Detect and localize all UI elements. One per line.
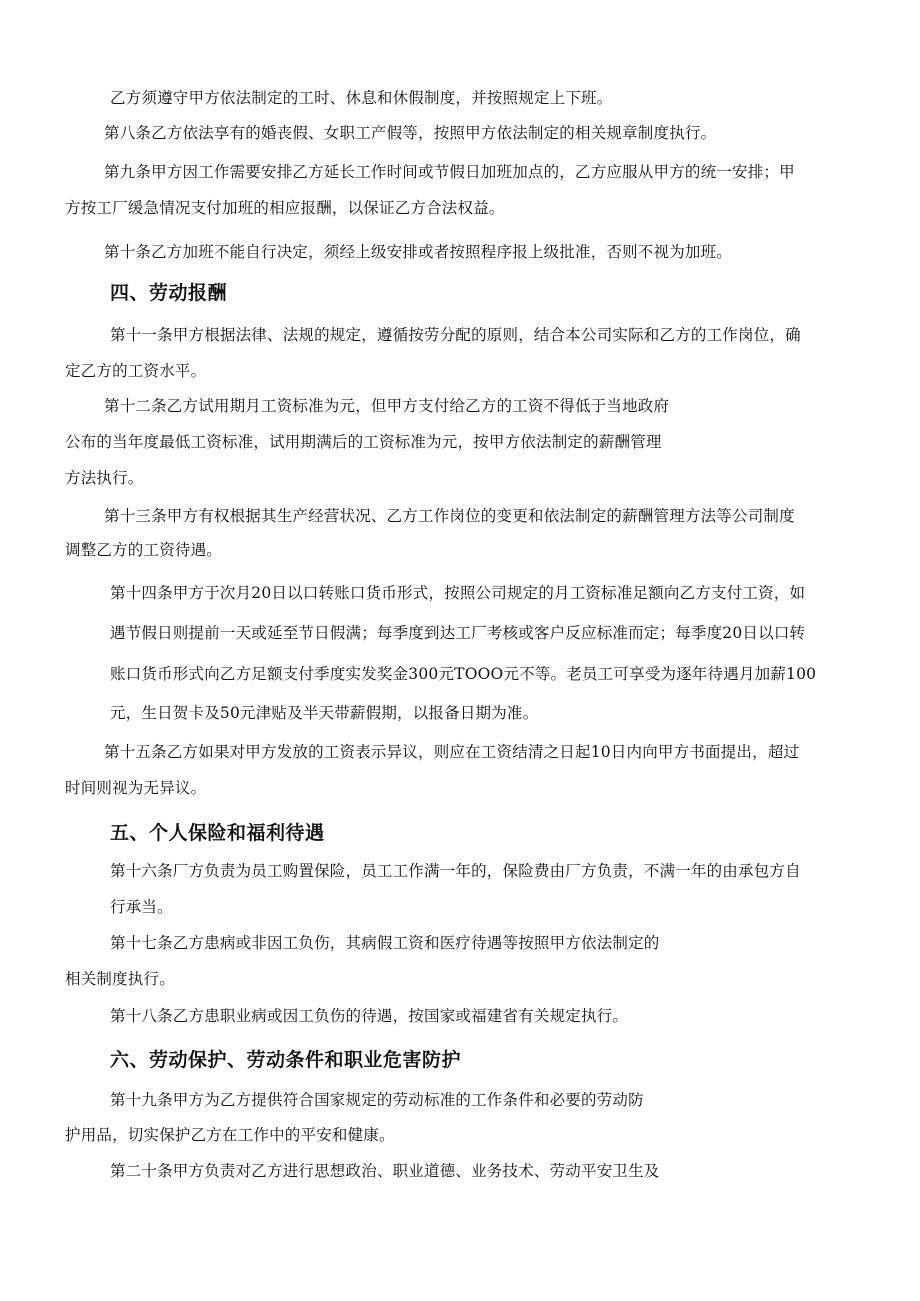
- text-line: 第八条乙方依法享有的婚丧假、女职工产假等，按照甲方依法制定的相关规章制度执行。: [104, 123, 717, 142]
- text-line: 护用品，切实保护乙方在工作中的平安和健康。: [65, 1125, 395, 1144]
- text-line: 第十条乙方加班不能自行决定，须经上级安排或者按照程序报上级批准，否则不视为加班。: [104, 242, 733, 261]
- text-line: 调整乙方的工资待遇。: [65, 540, 223, 559]
- text-line: 第九条甲方因工作需要安排乙方延长工作时间或节假日加班加点的，乙方应服从甲方的统一安排；甲: [104, 162, 795, 181]
- text-line: 第十七条乙方患病或非因工负伤，其病假工资和医疗待遇等按照甲方依法制定的: [110, 933, 660, 952]
- text-line: 乙方须遵守甲方依法制定的工时、休息和休假制度，并按照规定上下班。: [110, 88, 613, 107]
- text-line: 第十九条甲方为乙方提供符合国家规定的劳动标准的工作条件和必要的劳动防: [110, 1090, 644, 1109]
- text-line: 定乙方的工资水平。: [65, 361, 207, 380]
- text-line: 第十一条甲方根据法律、法规的规定，遵循按劳分配的原则，结合本公司实际和乙方的工作岗位，确: [110, 325, 801, 344]
- section-heading-6: 六、劳动保护、劳动条件和职业危害防护: [110, 1048, 462, 1071]
- text-line: 遇节假日则提前一天或延至节日假满；每季度到达工厂考核或客户反应标准而定；每季度20日以口转: [110, 623, 806, 642]
- text-line: 账口货币形式向乙方足额支付季度实发奖金300元TOOO元不等。老员工可享受为逐年待遇月加薪100: [110, 664, 817, 683]
- text-line: 第十四条甲方于次月20日以口转账口货币形式，按照公司规定的月工资标准足额向乙方支付工资，如: [110, 583, 806, 602]
- text-line: 第十三条甲方有权根据其生产经营状况、乙方工作岗位的变更和依法制定的薪酬管理方法等公司制度: [104, 506, 795, 525]
- text-line: 元，生日贺卡及50元津贴及半天带薪假期，以报备日期为准。: [110, 703, 539, 722]
- text-line: 时间则视为无异议。: [65, 778, 207, 797]
- text-line: 第二十条甲方负责对乙方进行思想政治、职业道德、业务技术、劳动平安卫生及: [110, 1161, 660, 1180]
- text-line: 第十八条乙方患职业病或因工负伤的待遇，按国家或福建省有关规定执行。: [110, 1006, 629, 1025]
- text-line: 第十五条乙方如果对甲方发放的工资表示异议，则应在工资结清之日起10日内向甲方书面提出，超过: [104, 742, 800, 761]
- text-line: 行承当。: [110, 897, 173, 916]
- text-line: 公布的当年度最低工资标准，试用期满后的工资标准为元，按甲方依法制定的薪酬管理: [65, 432, 662, 451]
- text-line: 第十二条乙方试用期月工资标准为元，但甲方支付给乙方的工资不得低于当地政府: [104, 396, 670, 415]
- text-line: 相关制度执行。: [65, 969, 175, 988]
- section-heading-5: 五、个人保险和福利待遇: [110, 821, 325, 844]
- text-line: 第十六条厂方负责为员工购置保险，员工工作满一年的，保险费由厂方负责，不满一年的由承包方自: [110, 861, 801, 880]
- text-line: 方按工厂缓急情况支付加班的相应报酬，以保证乙方合法权益。: [65, 198, 505, 217]
- text-line: 方法执行。: [65, 468, 144, 487]
- section-heading-4: 四、劳动报酬: [110, 281, 228, 304]
